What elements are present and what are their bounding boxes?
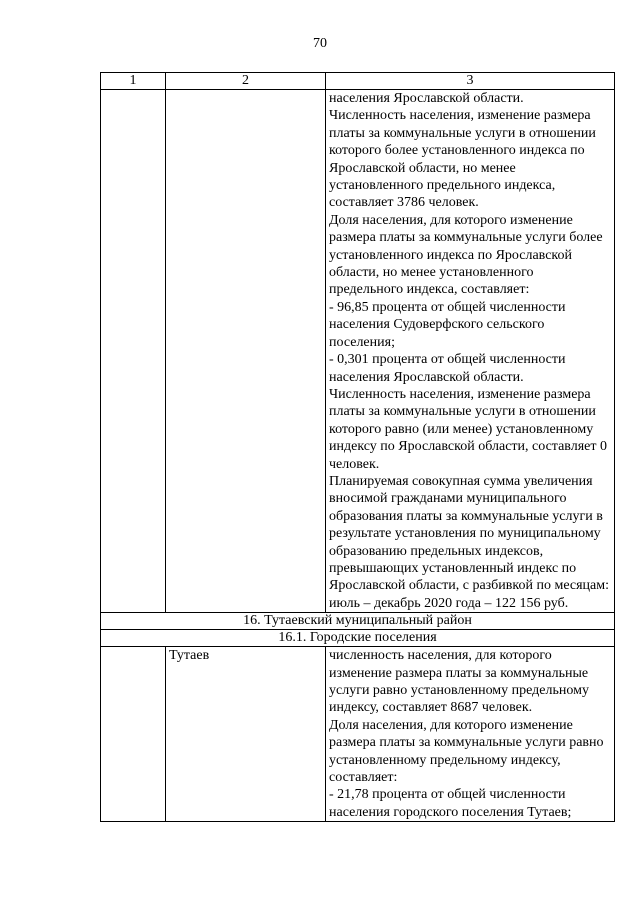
row2-col-1	[101, 647, 166, 822]
section-district-title: 16. Тутаевский муниципальный район	[101, 613, 615, 630]
page-number: 70	[313, 36, 327, 51]
header-col-3: 3	[326, 73, 615, 90]
row1-paragraph: Доля населения, для которого изменение размера платы за коммунальные услуги более установленного индекса по Ярославской области, но менее установленного предельного индекса, составляет:	[329, 212, 603, 298]
row1-paragraph: - 96,85 процента от общей численности населения Судоверфского сельского поселения;	[329, 299, 566, 350]
table-row	[101, 90, 615, 613]
table-header-row	[101, 73, 615, 90]
header-col-2: 2	[166, 73, 326, 90]
row1-paragraph: Численность населения, изменение размера платы за коммунальные услуги в отношении которого равно (или менее) установленному индексу по Ярославской области, составляет 0 человек.	[329, 386, 607, 472]
table-row	[101, 647, 615, 822]
row2-paragraph: численность населения, для которого изменение размера платы за коммунальные услуги равно установленному предельному индексу, составляет 8687 человек.	[329, 648, 589, 716]
row2-municipality-name: Тутаев	[166, 647, 326, 822]
section-row-district	[101, 613, 615, 630]
row2-paragraph: - 21,78 процента от общей численности населения городского поселения Тутаев;	[329, 787, 572, 820]
row1-paragraph: Численность населения, изменение размера платы за коммунальные услуги в отношении которого более установленного индекса по Ярославской области, но менее установленного предельного индекса, составляет 3786 человек.	[329, 108, 596, 211]
section-urban-title: 16.1. Городские поселения	[101, 630, 615, 647]
row1-col-2	[166, 90, 326, 613]
header-col-1: 1	[101, 73, 166, 90]
section-row-urban	[101, 630, 615, 647]
row1-paragraph: населения Ярославской области.	[329, 91, 524, 106]
row2-paragraph: Доля населения, для которого изменение размера платы за коммунальные услуги равно установленному предельному индексу, составляет:	[329, 717, 604, 786]
document-table	[100, 72, 615, 822]
row1-col-3	[326, 90, 615, 613]
row1-paragraph: Планируемая совокупная сумма увеличения вносимой гражданами муниципального образования платы за коммунальные услуги в результате установления по муниципальному образованию предельных индексов, превышающих установленный индекс по Ярославской области, с разбивкой по месяцам: июль – декабрь 2020 года – 122 156 руб.	[329, 473, 610, 611]
row1-paragraph: - 0,301 процента от общей численности населения Ярославской области.	[329, 352, 566, 385]
row2-col-3	[326, 647, 615, 822]
row1-col-1	[101, 90, 166, 613]
